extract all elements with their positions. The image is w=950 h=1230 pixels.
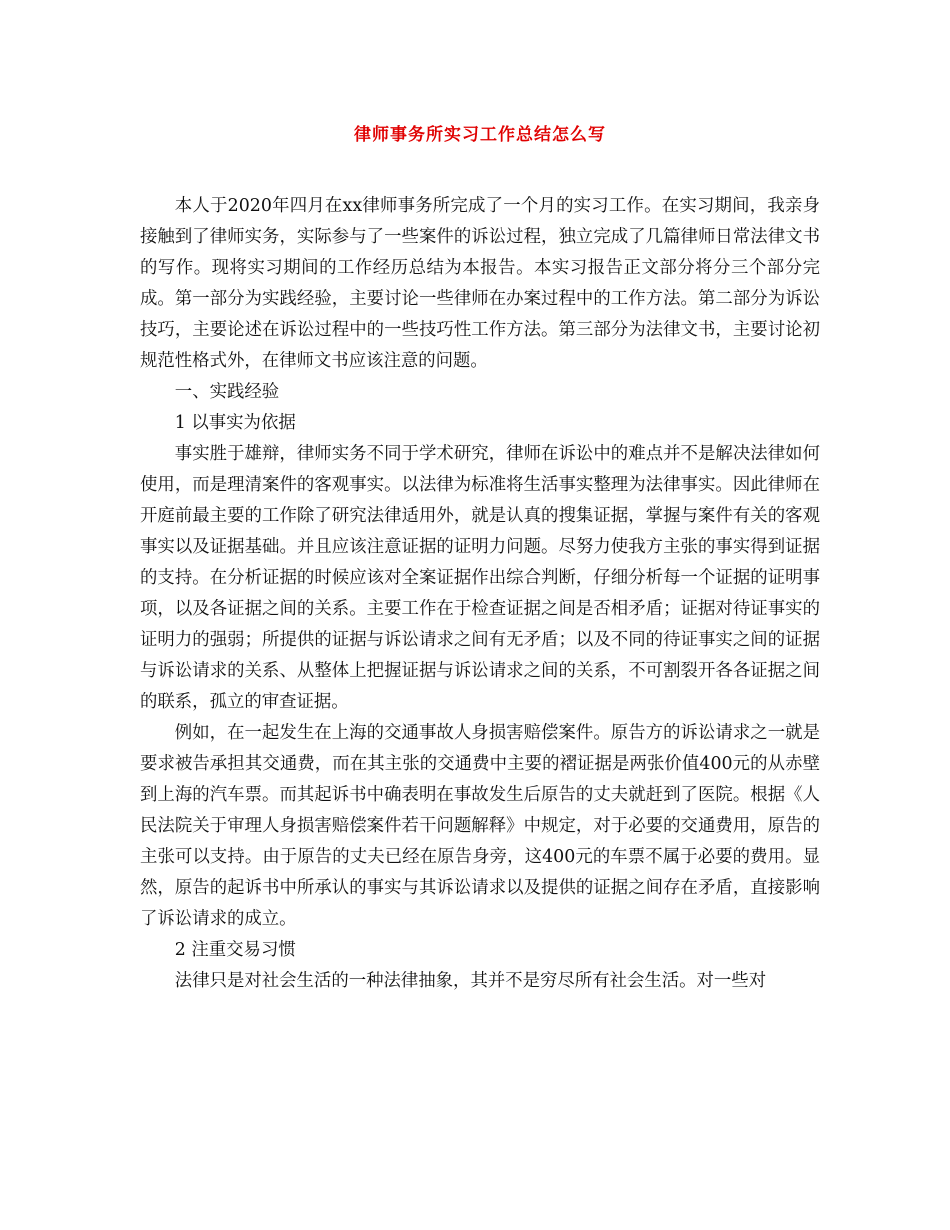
- intro-paragraph: 本人于2020年四月在xx律师事务所完成了一个月的实习工作。在实习期间，我亲身接触到了律师实务，实际参与了一些案件的诉讼过程，独立完成了几篇律师日常法律文书的写作。现将实习期间的工作经历总结为本报告。本实习报告正文部分将分三个部分完成。第一部分为实践经验，主要讨论一些律师在办案过程中的工作方法。第二部分为诉讼技巧，主要论述在诉讼过程中的一些技巧性工作方法。第三部分为法律文书，主要讨论初规范性格式外，在律师文书应该注意的问题。: [140, 196, 820, 371]
- habits-paragraph: 法律只是对社会生活的一种法律抽象，其并不是穷尽所有社会生活。对一些对: [174, 971, 767, 991]
- document-content: [140, 118, 820, 997]
- subsection-heading-habits: 2 注重交易习惯: [174, 940, 296, 960]
- section-heading-practice: 一、实践经验: [174, 382, 280, 402]
- subsection-heading-facts: 1 以事实为依据: [174, 413, 296, 433]
- document-title: 律师事务所实习工作总结怎么写: [354, 125, 606, 145]
- facts-paragraph: 事实胜于雄辩，律师实务不同于学术研究，律师在诉讼中的难点并不是解决法律如何使用，而是理清案件的客观事实。以法律为标准将生活事实整理为法律事实。因此律师在开庭前最主要的工作除了研究法律适用外，就是认真的搜集证据，掌握与案件有关的客观事实以及证据基础。并且应该注意证据的证明力问题。尽努力使我方主张的事实得到证据的支持。在分析证据的时候应该对全案证据作出综合判断，仔细分析每一个证据的证明事项，以及各证据之间的关系。主要工作在于检查证据之间是否相矛盾；证据对待证事实的证明力的强弱；所提供的证据与诉讼请求之间有无矛盾；以及不同的待证事实之间的证据与诉讼请求的关系、从整体上把握证据与诉讼请求之间的关系，不可割裂开各各证据之间的联系，孤立的审查证据。: [140, 444, 820, 712]
- example-paragraph: 例如，在一起发生在上海的交通事故人身损害赔偿案件。原告方的诉讼请求之一就是要求被告承担其交通费，而在其主张的交通费中主要的褶证据是两张价值400元的从赤壁到上海的汽车票。而其起诉书中确表明在事故发生后原告的丈夫就赶到了医院。根据《人民法院关于审理人身损害赔偿案件若干问题解释》中规定，对于必要的交通费用，原告的主张可以支持。由于原告的丈夫已经在原告身旁，这400元的车票不属于必要的费用。显然，原告的起诉书中所承认的事实与其诉讼请求以及提供的证据之间存在矛盾，直接影响了诉讼请求的成立。: [140, 723, 820, 929]
- document-body: [140, 191, 820, 997]
